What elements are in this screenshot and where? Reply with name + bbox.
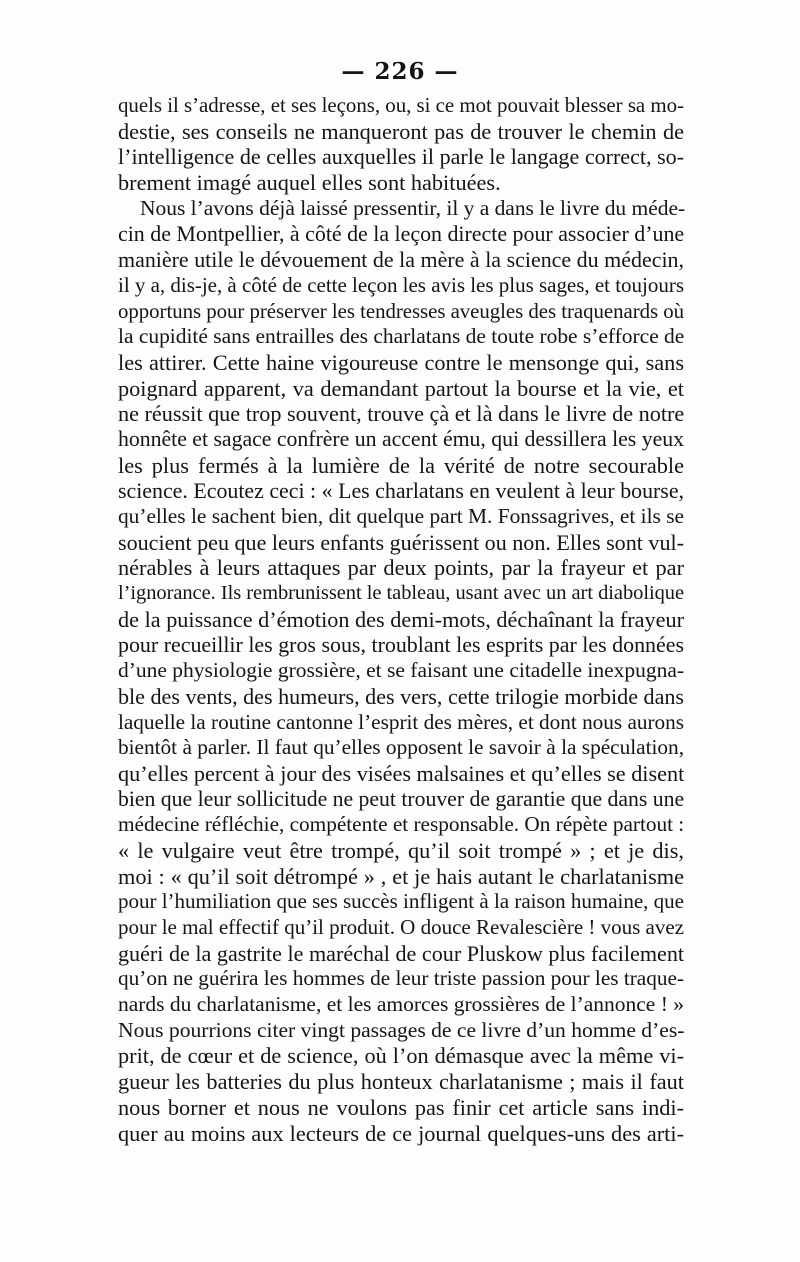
text-line: soucient peu que leurs enfants guérissent ou non. Elles sont vul- [118, 529, 684, 555]
text-line: les attirer. Cette haine vigoureuse contre le mensonge qui, sans [118, 349, 684, 375]
text-line: l’ignorance. Ils rembrunissent le tableau, usant avec un art diabolique [118, 582, 684, 605]
text-line: ne réussit que trop souvent, trouve çà et là dans le livre de notre [118, 401, 685, 427]
text-line: laquelle la routine cantonne l’esprit des mères, et dont nous aurons [118, 709, 684, 734]
text-line: les plus fermés à la lumière de la vérité de notre secourable [118, 452, 684, 478]
text-line: qu’on ne guérira les hommes de leur triste passion pour les traque- [118, 966, 684, 991]
text-line: bientôt à parler. Il faut qu’elles opposent le savoir à la spéculation, [118, 735, 684, 760]
text-line: quels il s’adresse, et ses leçons, ou, si ce mot pouvait blesser sa mo- [118, 93, 684, 117]
text-line: la cupidité sans entrailles des charlatans de toute robe s’efforce de [118, 324, 685, 349]
text-line: quer au moins aux lecteurs de ce journal quelques-uns des arti- [118, 1120, 684, 1146]
text-line: bien que leur sollicitude ne peut trouver de garantie que dans une [118, 786, 685, 811]
text-line: prit, de cœur et de science, où l’on démasque avec la même vi- [118, 1043, 684, 1069]
text-line: destie, ses conseils ne manqueront pas de trouver le chemin de [118, 118, 684, 144]
text-line: ble des vents, des humeurs, des vers, cette trilogie morbide dans [118, 683, 684, 709]
text-line: nous borner et nous ne voulons pas finir cet article sans indi- [118, 1094, 684, 1120]
text-line: l’intelligence de celles auxquelles il parle le langage correct, so- [118, 144, 684, 170]
text-line: honnête et sagace confrère un accent ému, qui dessillera les yeux [118, 426, 684, 451]
text-line: gueur les batteries du plus honteux charlatanisme ; mais il faut [118, 1069, 684, 1095]
text-line: Nous l’avons déjà laissé pressentir, il y a dans le livre du méde- [140, 195, 686, 220]
text-line: nérables à leurs attaques par deux points, par la frayeur et par [118, 555, 684, 581]
text-line: opportuns pour préserver les tendresses aveugles des traquenards où [118, 298, 685, 323]
text-line: pour le mal effectif qu’il produit. O douce Revalescière ! vous avez [118, 915, 684, 939]
text-line: science. Ecoutez ceci : « Les charlatans en veulent à leur bourse, [118, 478, 684, 504]
text-line: Nous pourrions citer vingt passages de ce livre d’un homme d’es- [118, 1017, 685, 1042]
text-line: « le vulgaire veut être trompé, qu’il soit trompé » ; et je dis, [118, 837, 684, 863]
text-line: médecine réfléchie, compétente et responsable. On répète partout : [118, 812, 685, 837]
text-line: moi : « qu’il soit détrompé » , et je hais autant le charlatanisme [118, 863, 684, 889]
text-line: d’une physiologie grossière, et se faisant une citadelle inexpugna- [118, 658, 684, 683]
page-number: — 226 — [341, 58, 459, 85]
text-line: nards du charlatanisme, et les amorces grossières de l’annonce ! » [118, 992, 684, 1017]
text-line: manière utile le dévouement de la mère à la science du médecin, [118, 247, 684, 273]
text-line: qu’elles percent à jour des visées malsaines et qu’elles se disent [118, 760, 685, 786]
text-line: pour recueillir les gros sous, troublant les esprits par les données [118, 632, 684, 658]
text-line: brement imagé auquel elles sont habituées. [118, 170, 501, 196]
text-line: cin de Montpellier, à côté de la leçon directe pour associer d’une [118, 221, 685, 247]
text-line: qu’elles le sachent bien, dit quelque part M. Fonssagrives, et ils se [118, 504, 684, 528]
text-line: guéri de la gastrite le maréchal de cour Pluskow plus facilement [118, 940, 684, 966]
body-text [118, 93, 684, 1146]
text-line: poignard apparent, va demandant partout la bourse et la vie, et [118, 375, 684, 401]
text-line: il y a, dis-je, à côté de cette leçon les avis les plus sages, et toujours [118, 272, 684, 297]
text-line: pour l’humiliation que ses succès infligent à la raison humaine, que [118, 889, 684, 914]
text-line: de la puissance d’émotion des demi-mots, déchaînant la frayeur [118, 606, 684, 632]
